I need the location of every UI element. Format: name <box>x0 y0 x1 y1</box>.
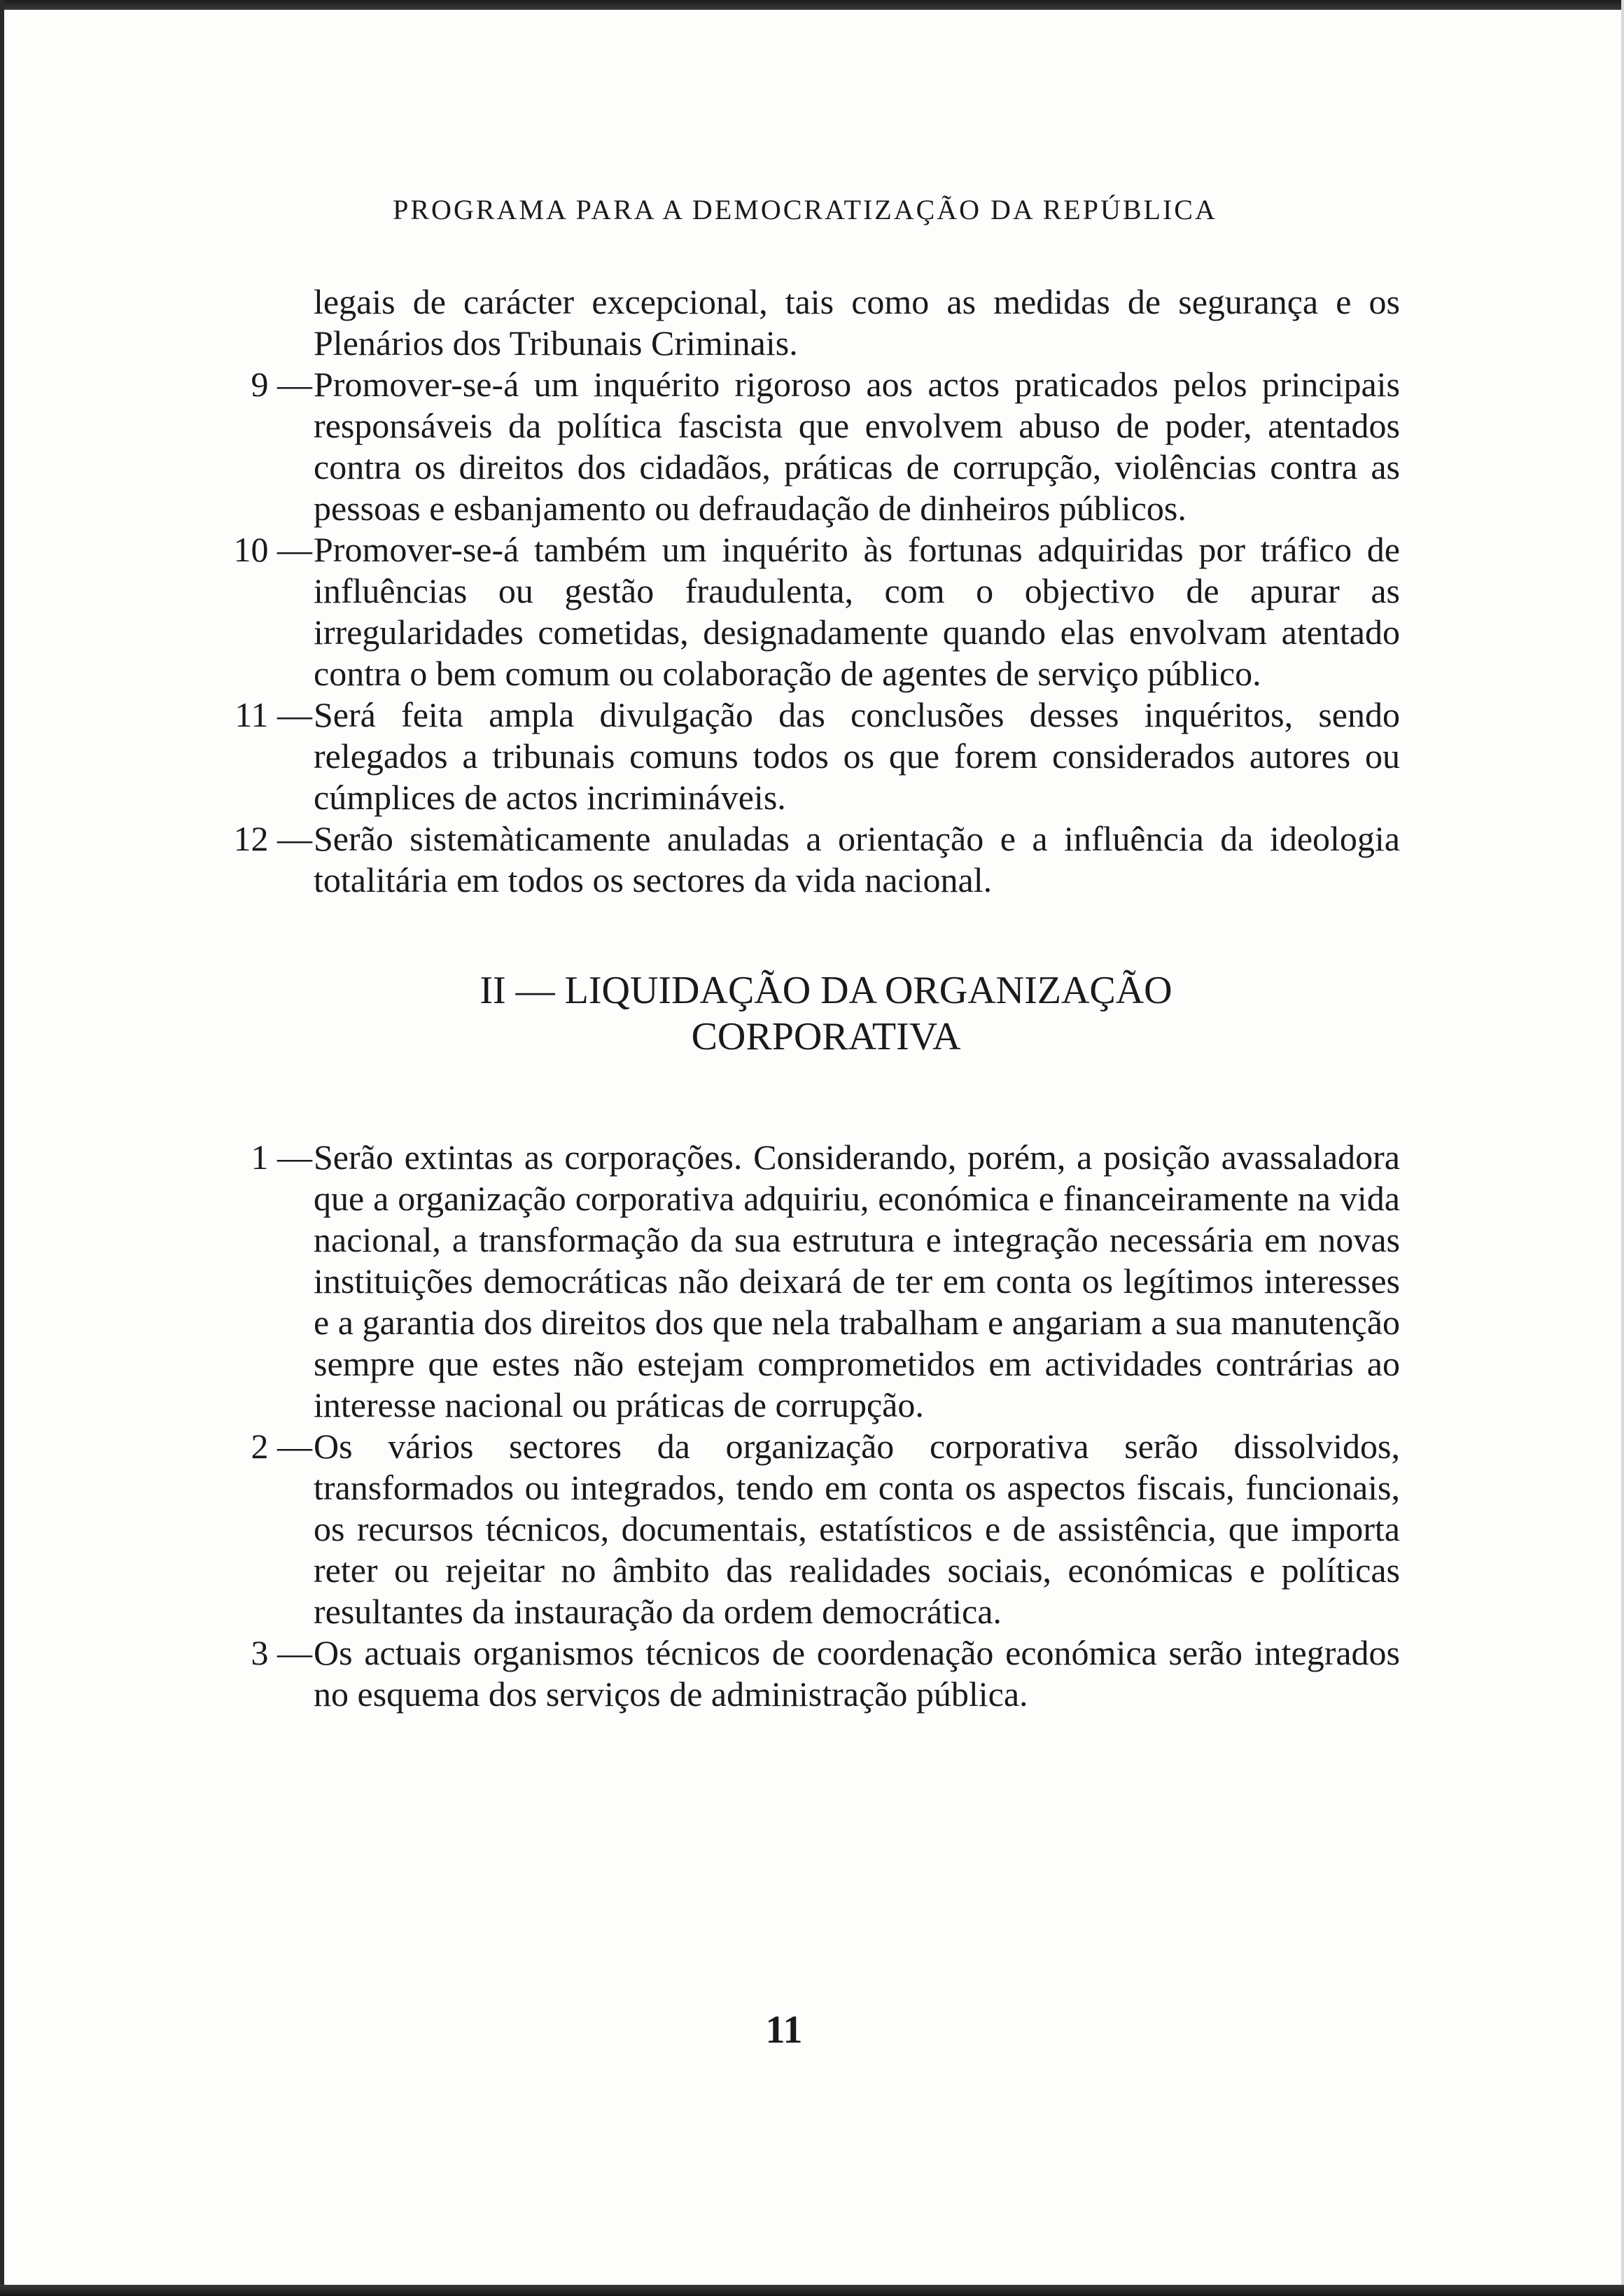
list-item <box>210 364 1400 529</box>
item-text: Serão sistemàticamente anuladas a orientação e a influência da ideologia totalitária em todos os sectores da vida nacional. <box>314 819 1400 899</box>
item-number: 1 — <box>251 1138 312 1177</box>
item-text: Serão extintas as corporações. Considerando, porém, a posição avassaladora que a organização corporativa adquiriu, económica e financeiramente na vida nacional, a transformação da sua estrutura e integração necessária em novas instituições democráticas não deixará de ter em conta os legítimos interesses e a garantia dos direitos dos que nela trabalham e angariam a sua manutenção sempre que estes não estejam comprometidos em actividades contrárias ao interesse nacional ou práticas de corrupção. <box>314 1138 1400 1424</box>
scan-border-left <box>0 0 4 2296</box>
continuation-text: legais de carácter excepcional, tais como as medidas de segurança e os Plenários dos Tribunais Criminais. <box>314 282 1400 363</box>
item-text: Os actuais organismos técnicos de coordenação económica serão integrados no esquema dos serviços de administração pública. <box>314 1633 1400 1714</box>
body-text <box>210 281 1400 1715</box>
list-item <box>210 818 1400 901</box>
section-heading-line-1: II — LIQUIDAÇÃO DA ORGANIZAÇÃO <box>479 969 1172 1012</box>
item-number: 2 — <box>251 1427 312 1466</box>
item-number: 11 — <box>234 695 312 734</box>
item-number: 10 — <box>233 530 312 569</box>
item-number: 12 — <box>233 819 312 858</box>
item-text: Promover-se-á um inquérito rigoroso aos actos praticados pelos principais responsáveis da política fascista que envolvem abuso de poder, atentados contra os direitos dos cidadãos, práticas de corrupção, violências contra as pessoas e esbanjamento ou defraudação de dinheiros públicos. <box>314 365 1400 528</box>
item-number: 3 — <box>251 1633 312 1672</box>
scan-border-top <box>0 0 1624 10</box>
continuation-paragraph <box>210 281 1400 364</box>
list-item <box>210 1137 1400 1426</box>
item-text: Será feita ampla divulgação das conclusões desses inquéritos, sendo relegados a tribunais comuns todos os que forem considerados autores ou cúmplices de actos incrimináveis. <box>314 695 1400 817</box>
list-item <box>210 1426 1400 1632</box>
running-head: PROGRAMA PARA A DEMOCRATIZAÇÃO DA REPÚBLICA <box>393 194 1217 225</box>
list-item <box>210 529 1400 694</box>
scan-border-right <box>1621 0 1624 2296</box>
item-number: 9 — <box>251 365 312 404</box>
item-text: Promover-se-á também um inquérito às fortunas adquiridas por tráfico de influências ou gestão fraudulenta, com o objectivo de apurar as irregularidades cometidas, designadamente quando elas envolvam atentado contra o bem comum ou colaboração de agentes de serviço público. <box>314 530 1400 693</box>
section-heading-line-2: CORPORATIVA <box>691 1015 961 1058</box>
list-item <box>210 1632 1400 1715</box>
section-heading <box>210 967 1400 1060</box>
list-item <box>210 694 1400 818</box>
item-text: Os vários sectores da organização corporativa serão dissolvidos, transformados ou integrados, tendo em conta os aspectos fiscais, funcionais, os recursos técnicos, documentais, estatísticos e de assistência, que importa reter ou rejeitar no âmbito das realidades sociais, económicas e políticas resultantes da instauração da ordem democrática. <box>314 1427 1400 1631</box>
scan-border-bottom <box>0 2285 1624 2296</box>
page-number: 11 <box>765 2008 803 2052</box>
